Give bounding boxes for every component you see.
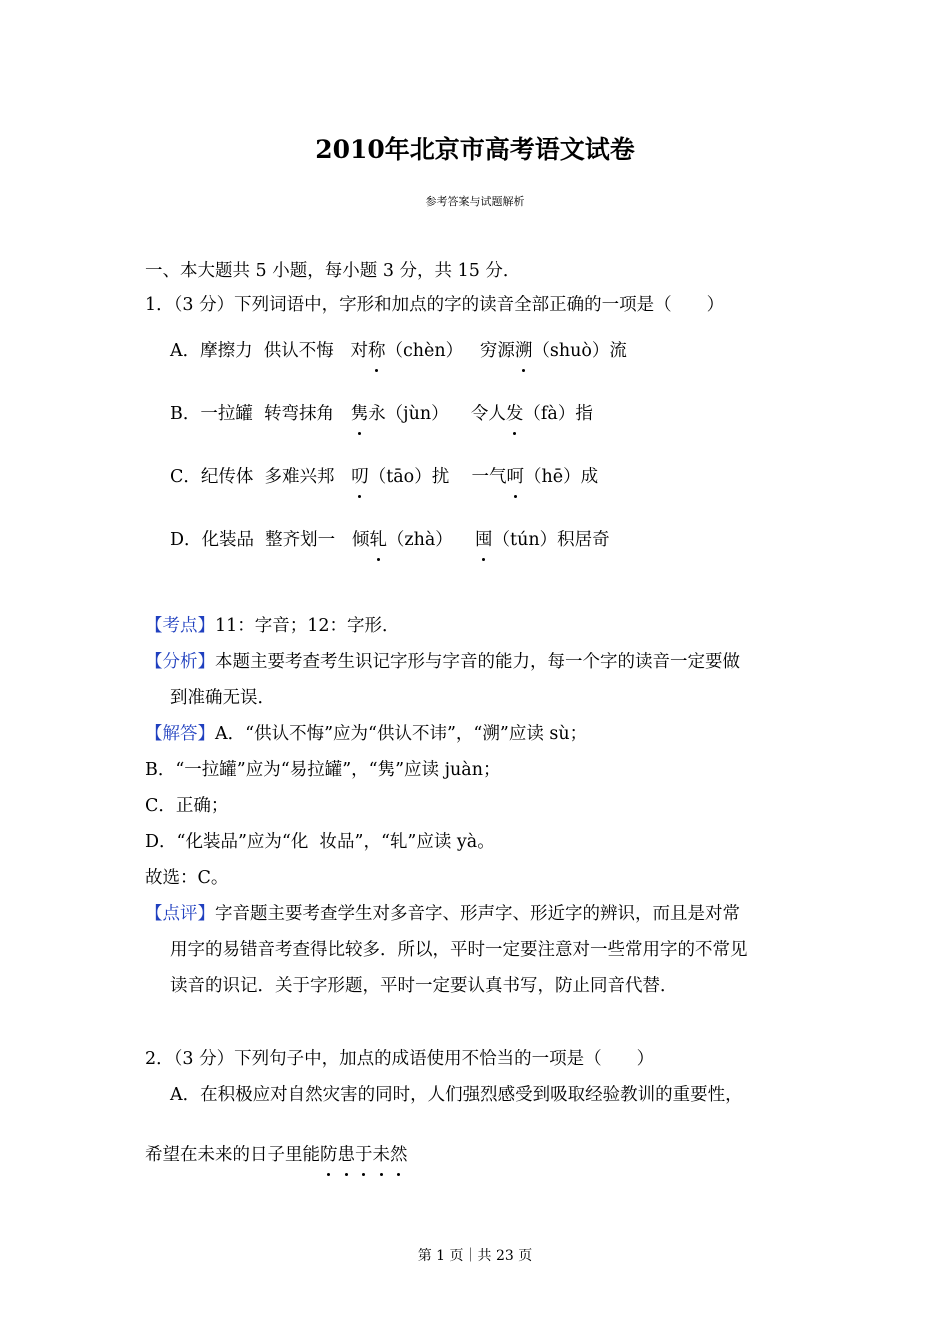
kaodian-label: 【考点】 xyxy=(145,616,215,636)
option-text: （shuò）流 xyxy=(532,341,627,361)
question-1-stem: 1．（3 分）下列词语中，字形和加点的字的读音全部正确的一项是（ ） xyxy=(145,295,725,315)
dotted-char: 呵 xyxy=(506,464,524,490)
dotted-char: 患 xyxy=(338,1142,356,1168)
dotted-char: 溯 xyxy=(515,338,533,364)
dotted-char: 叨 xyxy=(351,464,369,490)
page-footer: 第 1 页｜共 23 页 xyxy=(417,1248,533,1264)
option-text: D．化装品 整齐划一 倾 xyxy=(170,530,370,550)
option-text: 永（jùn） 令人 xyxy=(368,404,506,424)
page-title: 2010年北京市高考语文试卷 xyxy=(315,135,635,164)
option-text: （tún）积居奇 xyxy=(492,530,610,550)
dotted-char: 隽 xyxy=(351,401,369,427)
kaodian-line xyxy=(145,613,400,639)
answer-c: C．正确； xyxy=(145,796,229,816)
jieda-label: 【解答】 xyxy=(145,724,215,744)
option-text: （hē）成 xyxy=(523,467,599,487)
option-text: （fà）指 xyxy=(523,404,593,424)
dotted-char: 防 xyxy=(320,1142,338,1168)
option-text: 希望在未来的日子里能 xyxy=(145,1145,320,1165)
dianping-text: 字音题主要考查学生对多音字、形声字、形近字的辨识，而且是对常 xyxy=(215,904,740,924)
fenxi-line xyxy=(145,649,740,675)
dotted-char: 未 xyxy=(373,1142,391,1168)
page-subtitle: 参考答案与试题解析 xyxy=(425,195,525,208)
q2-option-a: A．在积极应对自然灾害的同时，人们强烈感受到吸取经验教训的重要性， xyxy=(170,1085,743,1105)
dotted-char: 于 xyxy=(355,1142,373,1168)
option-text: A．摩擦力 供认不悔 对 xyxy=(170,341,368,361)
dotted-char: 囤 xyxy=(475,527,493,553)
dotted-char: 轧 xyxy=(369,527,387,553)
answer-d: D．“化装品”应为“化 妆品”，“轧”应读 yà。 xyxy=(145,832,495,852)
dotted-char: 然 xyxy=(390,1142,408,1168)
q1-option-b xyxy=(170,401,593,427)
q1-option-d xyxy=(170,527,610,553)
dianping-line xyxy=(145,901,740,927)
q1-option-a xyxy=(170,338,627,364)
dotted-char: 称 xyxy=(368,338,386,364)
option-text: C．纪传体 多难兴邦 xyxy=(170,467,352,487)
fenxi-text-cont: 到准确无误． xyxy=(170,688,275,708)
kaodian-text: 11：字音；12：字形． xyxy=(215,616,400,636)
q1-option-c xyxy=(170,464,598,490)
dianping-text-cont: 用字的易错音考查得比较多．所以，平时一定要注意对一些常用字的不常见 xyxy=(170,940,748,960)
fenxi-text: 本题主要考查考生识记字形与字音的能力，每一个字的读音一定要做 xyxy=(215,652,740,672)
option-text: （tāo）扰 一气 xyxy=(368,467,507,487)
final-choice: 故选：C。 xyxy=(145,868,229,888)
fenxi-label: 【分析】 xyxy=(145,652,215,672)
dotted-char: 发 xyxy=(506,401,524,427)
section-heading: 一、本大题共 5 小题，每小题 3 分，共 15 分． xyxy=(145,261,521,281)
jieda-text: A．“供认不悔”应为“供认不讳”，“溯”应读 sù； xyxy=(215,724,588,744)
question-2-stem: 2．（3 分）下列句子中，加点的成语使用不恰当的一项是（ ） xyxy=(145,1049,655,1069)
answer-b: B．“一拉罐”应为“易拉罐”，“隽”应读 juàn； xyxy=(145,760,501,780)
option-text: B．一拉罐 转弯抹角 xyxy=(170,404,351,424)
dianping-text-cont: 读音的识记．关于字形题，平时一定要认真书写，防止同音代替． xyxy=(170,976,678,996)
dianping-label: 【点评】 xyxy=(145,904,215,924)
jieda-line xyxy=(145,721,587,747)
q2-option-a-cont xyxy=(145,1142,408,1168)
option-text: （zhà） xyxy=(386,530,476,550)
option-text: （chèn） 穷源 xyxy=(385,341,515,361)
